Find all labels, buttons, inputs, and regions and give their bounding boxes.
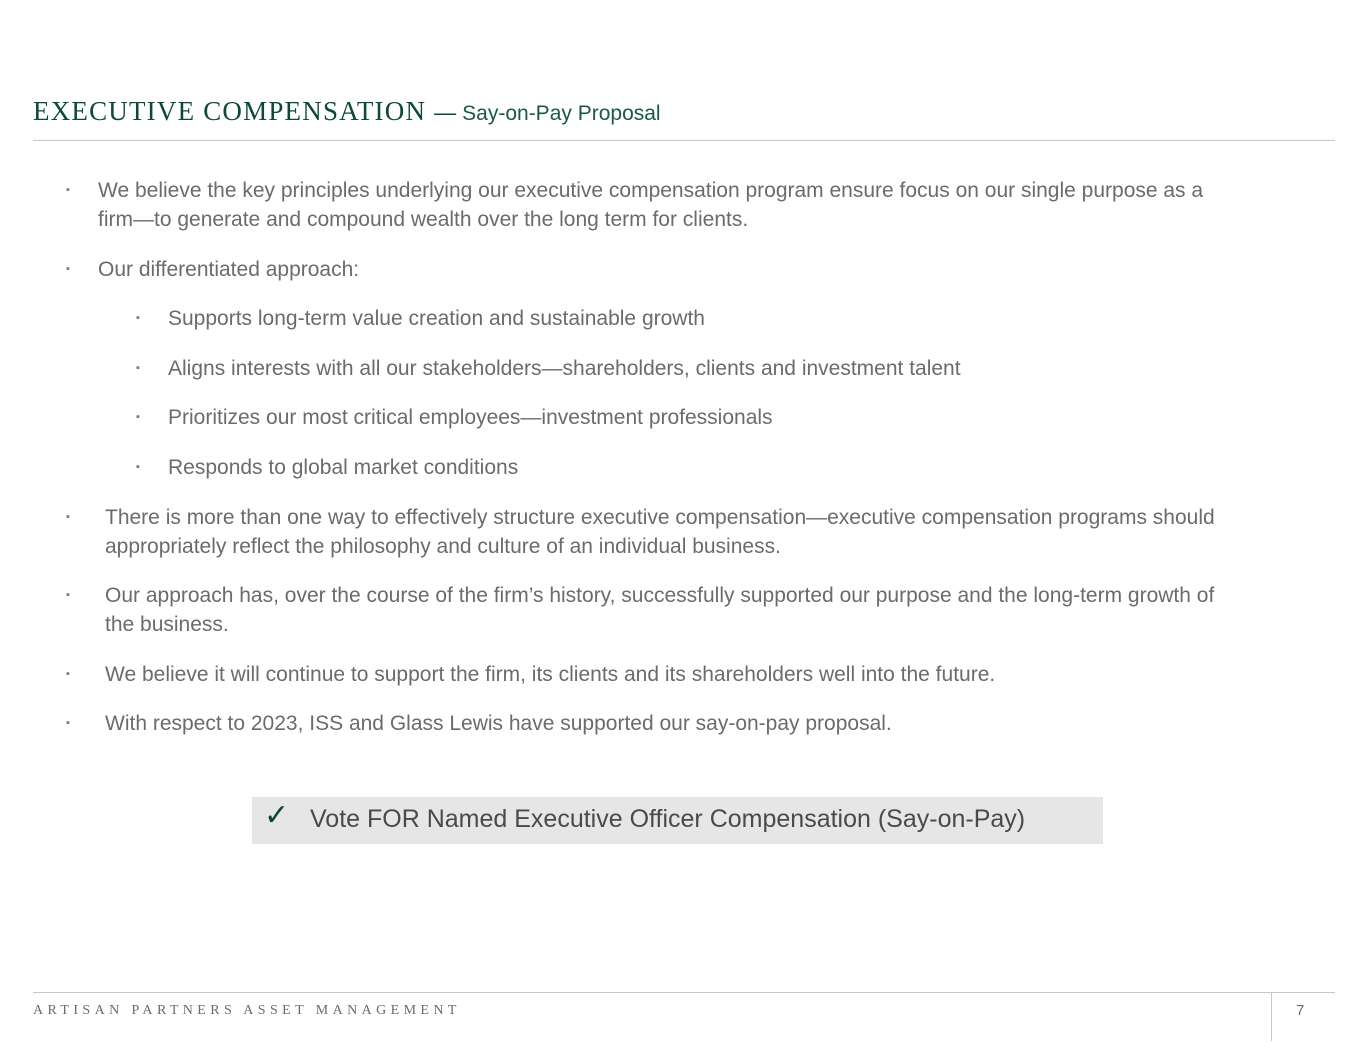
bullet-text: firm—to generate and compound wealth over the long term for clients. [98,208,749,231]
list-item [66,255,866,285]
bullet-marker: ▪ [136,461,140,473]
checkmark-icon: ✓ [264,798,290,833]
footer-brand: ARTISAN PARTNERS ASSET MANAGEMENT [33,1003,461,1018]
sub-list-item [136,403,1136,433]
bullet-text: Prioritizes our most critical employees—investment professionals [168,406,773,429]
list-item [66,709,1266,739]
bullet-marker: ▪ [66,184,70,196]
bullet-marker: ▪ [66,511,70,523]
sub-list-item [136,304,1136,334]
sub-list-item [136,453,1136,483]
sub-list-item [136,354,1136,384]
bullet-text: We believe it will continue to support the firm, its clients and its shareholders well into the future. [105,663,996,686]
list-item [66,176,1296,236]
bullet-text: Aligns interests with all our stakeholders—shareholders, clients and investment talent [168,357,961,380]
page-title: EXECUTIVE COMPENSATION [33,96,427,126]
bullet-text: Supports long-term value creation and sustainable growth [168,307,705,330]
bullet-marker: ▪ [66,589,70,601]
footer-vertical-divider [1271,993,1272,1041]
bullet-marker: ▪ [66,668,70,680]
vote-recommendation-box [252,797,1103,844]
bullet-marker: ▪ [136,411,140,423]
footer-divider-line [33,992,1335,993]
bullet-text: There is more than one way to effectively structure executive compensation—executive compensation programs should [105,506,1215,529]
bullet-marker: ▪ [66,263,70,275]
bullet-text: We believe the key principles underlying our executive compensation program ensure focus on our single purpose as a [98,179,1204,202]
page-number: 7 [1296,1002,1305,1019]
bullet-marker: ▪ [136,312,140,324]
bullet-text: Our approach has, over the course of the firm’s history, successfully supported our purpose and the long-term growth of [105,584,1215,607]
bullet-text: appropriately reflect the philosophy and culture of an individual business. [105,535,781,558]
bullet-text: Responds to global market conditions [168,456,519,479]
list-item [66,660,1266,690]
list-item [66,503,1326,563]
vote-recommendation-text: Vote FOR Named Executive Officer Compensation (Say-on-Pay) [310,805,1026,833]
title-bar [33,96,1335,141]
bullet-text: Our differentiated approach: [98,258,360,281]
page-subtitle: Say-on-Pay Proposal [462,102,661,125]
bullet-marker: ▪ [66,717,70,729]
list-item [66,581,1326,641]
bullet-text: the business. [105,613,229,636]
title-separator: — [434,100,457,125]
bullet-text: With respect to 2023, ISS and Glass Lewis have supported our say-on-pay proposal. [105,712,892,735]
bullet-marker: ▪ [136,362,140,374]
